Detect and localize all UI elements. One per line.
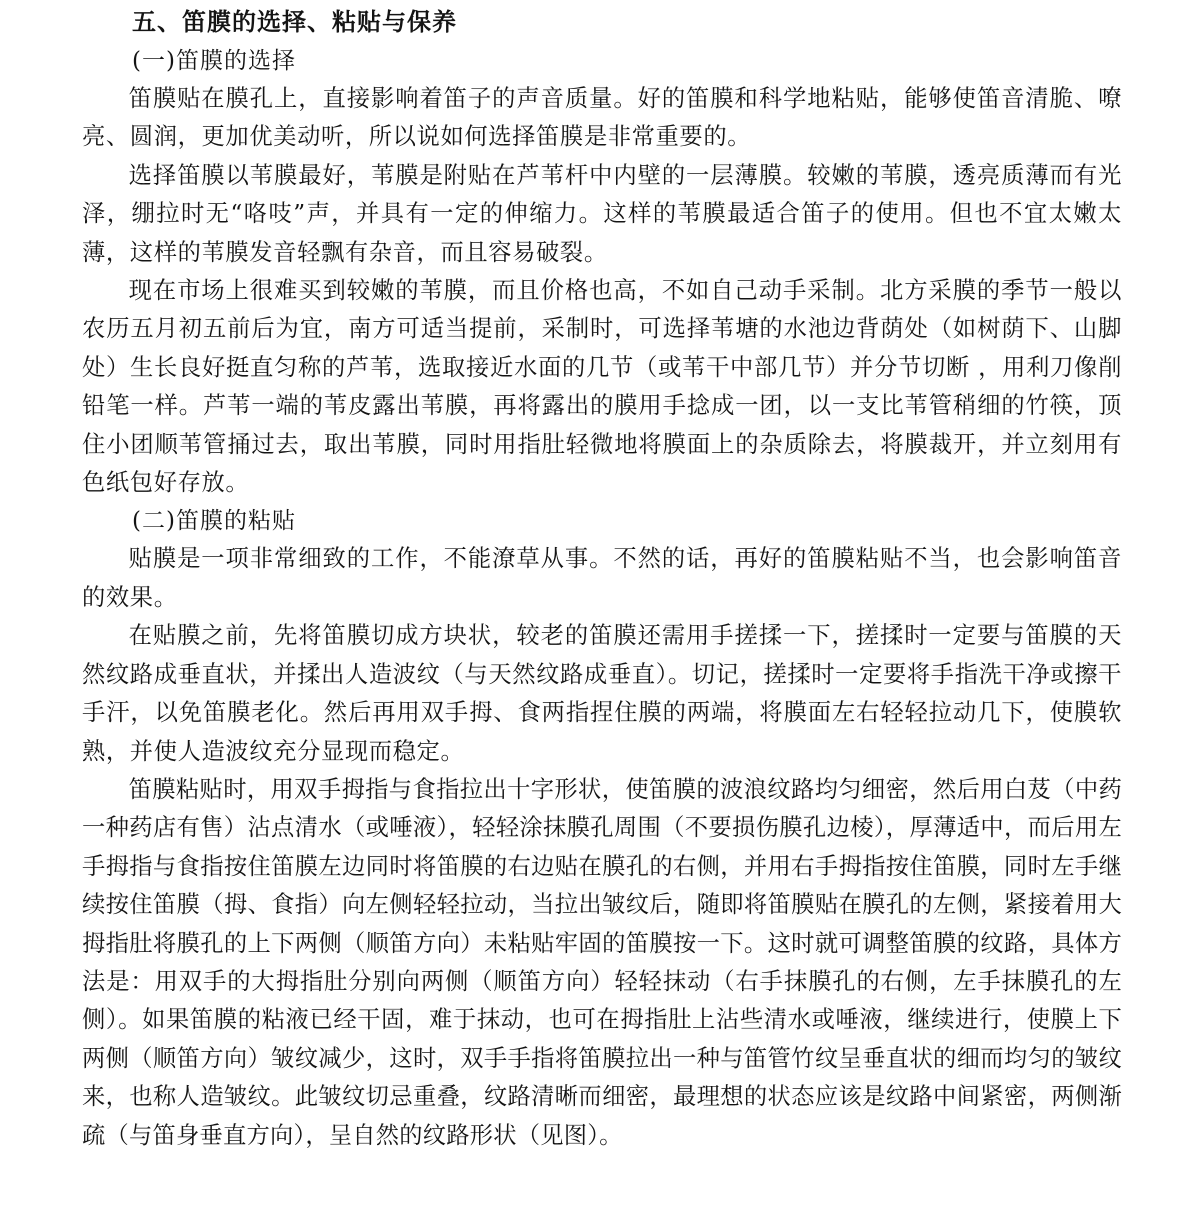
paragraph: 现在市场上很难买到较嫩的苇膜，而且价格也高，不如自己动手采制。北方采膜的季节一般以农历五月初五前后为宜，南方可适当提前，采制时，可选择苇塘的水池边背荫处（如树荫下、山脚处）生长良好挺直匀称的芦苇，选取接近水面的几节（或苇干中部几节）并分节切断 ，用利刀像削铅笔一样。芦苇一端的苇皮露出苇膜，再将露出的膜用手捻成一团，以一支比苇管稍细的竹筷，顶住小团顺苇管捅过去，取出苇膜，同时用指肚轻微地将膜面上的杂质除去，将膜裁开，并立刻用有色纸包好存放。 <box>82 277 1122 497</box>
subsection-heading-selection: (一)笛膜的选择 <box>132 48 296 74</box>
section-title: 五、笛膜的选择、粘贴与保养 <box>132 8 457 36</box>
paragraph: 笛膜贴在膜孔上，直接影响着笛子的声音质量。好的笛膜和科学地粘贴，能够使笛音清脆、嘹亮、圆润，更加优美动听，所以说如何选择笛膜是非常重要的。 <box>82 85 1122 151</box>
paragraph: 贴膜是一项非常细致的工作，不能潦草从事。不然的话，再好的笛膜粘贴不当，也会影响笛音的效果。 <box>82 545 1122 611</box>
paragraph: 笛膜粘贴时，用双手拇指与食指拉出十字形状，使笛膜的波浪纹路均匀细密，然后用白芨（中药一种药店有售）沾点清水（或唾液），轻轻涂抹膜孔周围（不要损伤膜孔边棱），厚薄适中，而后用左手拇指与食指按住笛膜左边同时将笛膜的右边贴在膜孔的右侧，并用右手拇指按住笛膜，同时左手继续按住笛膜（拇、食指）向左侧轻轻拉动，当拉出皱纹后，随即将笛膜贴在膜孔的左侧，紧接着用大拇指肚将膜孔的上下两侧（顺笛方向）未粘贴牢固的笛膜按一下。这时就可调整笛膜的纹路，具体方法是：用双手的大拇指肚分别向两侧（顺笛方向）轻轻抹动（右手抹膜孔的右侧，左手抹膜孔的左侧）。如果笛膜的粘液已经干固，难于抹动，也可在拇指肚上沾些清水或唾液，继续进行，使膜上下两侧（顺笛方向）皱纹减少，这时，双手手指将笛膜拉出一种与笛管竹纹呈垂直状的细而均匀的皱纹来，也称人造皱纹。此皱纹切忌重叠，纹路清晰而细密，最理想的状态应该是纹路中间紧密，两侧渐疏（与笛身垂直方向），呈自然的纹路形状（见图）。 <box>82 775 1122 1149</box>
paragraph: 选择笛膜以苇膜最好，苇膜是附贴在芦苇杆中内壁的一层薄膜。较嫩的苇膜，透亮质薄而有光泽，绷拉时无“咯吱”声，并具有一定的伸缩力。这样的苇膜最适合笛子的使用。但也不宜太嫩太薄，这样的苇膜发音轻飘有杂音，而且容易破裂。 <box>82 161 1122 266</box>
document-page <box>82 0 1122 1155</box>
subsection-heading-pasting: (二)笛膜的粘贴 <box>132 508 296 535</box>
paragraph: 在贴膜之前，先将笛膜切成方块状，较老的笛膜还需用手搓揉一下，搓揉时一定要与笛膜的天然纹路成垂直状，并揉出人造波纹（与天然纹路成垂直）。切记，搓揉时一定要将手指洗干净或擦干手汗，以免笛膜老化。然后再用双手拇、食两指捏住膜的两端，将膜面左右轻轻拉动几下，使膜软熟，并使人造波纹充分显现而稳定。 <box>82 622 1122 765</box>
